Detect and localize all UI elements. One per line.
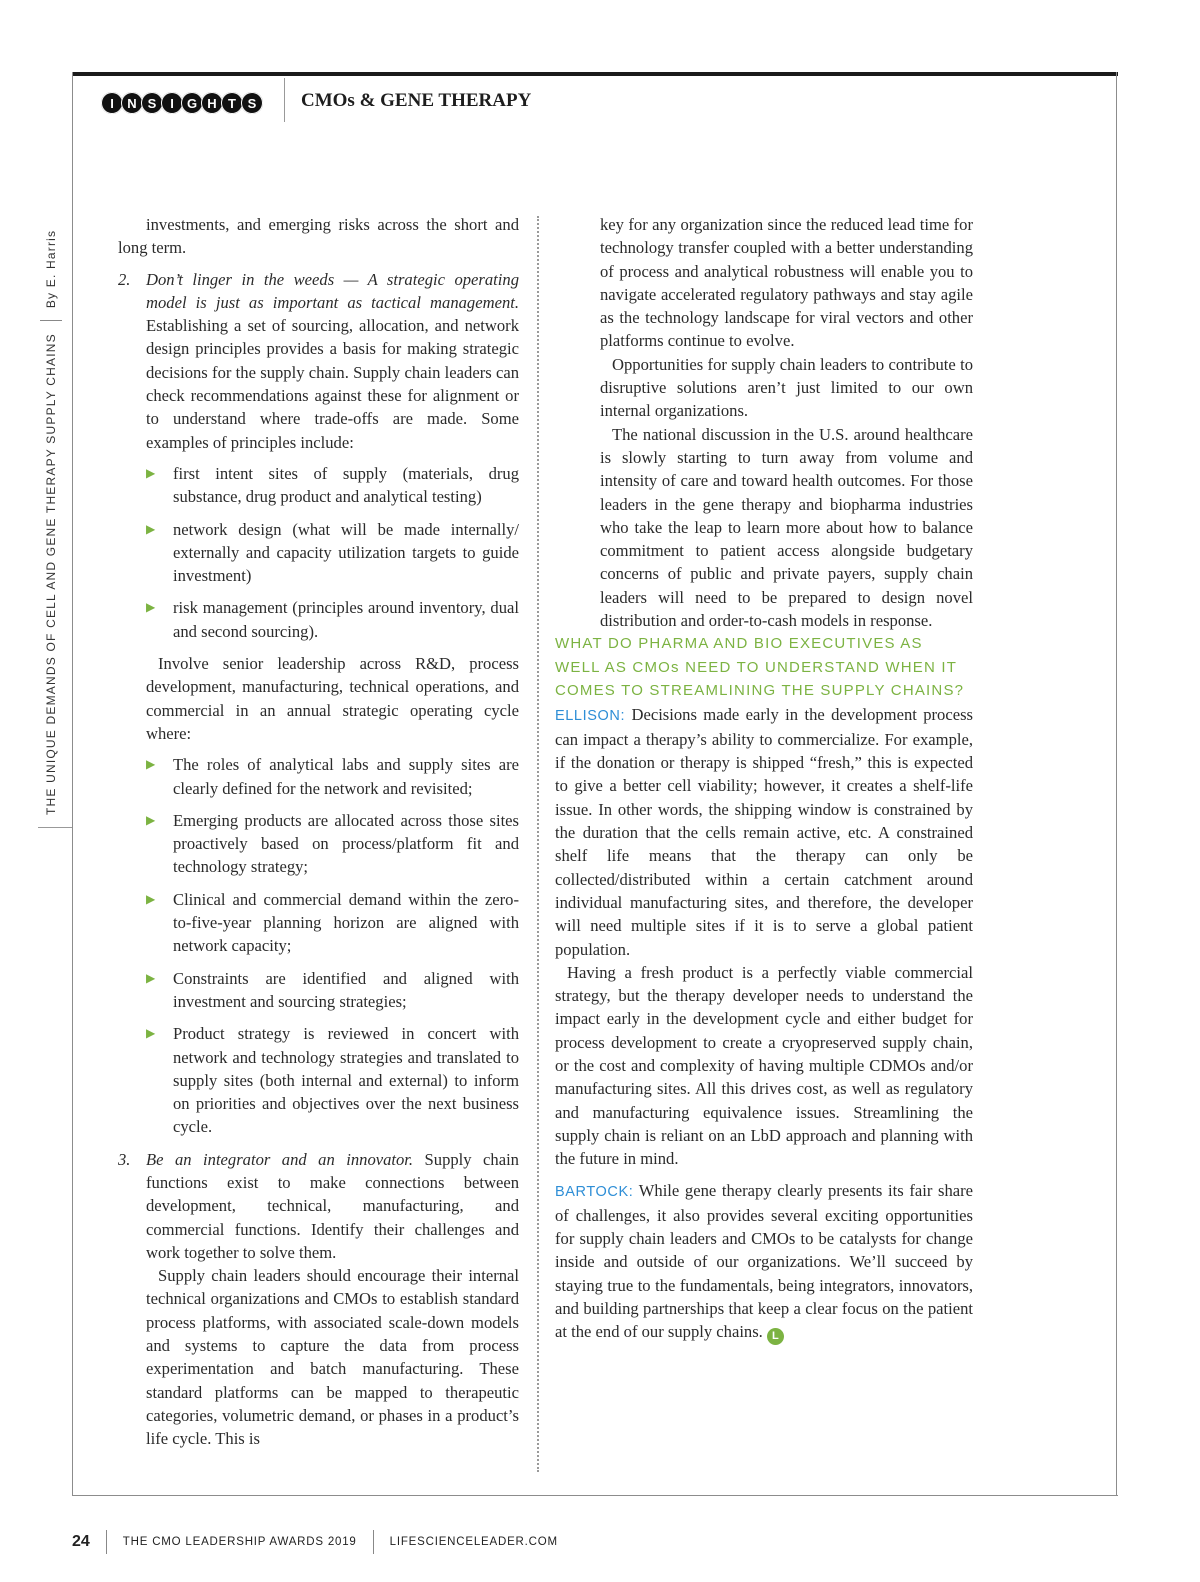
badge-letter: I bbox=[161, 92, 183, 114]
paragraph: key for any organization since the reduced lead time for technology transfer coupled with a better understanding of process and analytical robustness will enable you to navigate accelerated regulatory pathways and stay agile as the technology landscape for viral vectors and other platforms continue to evolve. bbox=[600, 215, 973, 351]
bullet-text: The roles of analytical labs and supply sites are clearly defined for the network and revisited; bbox=[173, 755, 519, 798]
bullet-text: Product strategy is reviewed in concert with network and technology strategies and translated to supply sites (both internal and external) to inform on priorities and objectives over the next business cycle. bbox=[173, 1024, 519, 1137]
badge-letter: S bbox=[141, 92, 163, 114]
paragraph: investments, and emerging risks across the short and long term. bbox=[118, 215, 519, 258]
section-title: CMOs & GENE THERAPY bbox=[301, 90, 532, 111]
numbered-item-3 bbox=[118, 1148, 519, 1264]
article-side-label bbox=[40, 230, 62, 815]
numbered-item-2 bbox=[118, 268, 519, 454]
bullet-item bbox=[118, 967, 519, 1014]
bottom-rule bbox=[72, 1495, 1118, 1496]
page-footer bbox=[72, 1532, 558, 1552]
triangle-bullet-icon: ▶ bbox=[146, 521, 156, 536]
triangle-bullet-icon: ▶ bbox=[146, 600, 156, 615]
page-number: 24 bbox=[72, 1533, 90, 1550]
item-text: Establishing a set of sourcing, allocation, and network design principles provides a basis for making strategic decisions for the supply chain. Supply chain leaders can check recommendations against these for alignment or to understand where trade-offs are made. Some examples of principles include: bbox=[146, 316, 519, 452]
right-rule bbox=[1116, 72, 1117, 1496]
paragraph: Opportunities for supply chain leaders to contribute to disruptive solutions aren’t just limited to our own internal organizations. bbox=[600, 354, 973, 421]
answer-text: Decisions made early in the development process can impact a therapy’s ability to commercialize. For example, if the donation or therapy is shipped “fresh,” this is expected to give a better cell viability; however, it creates a shelf-life issue. In other words, the shipping window is constrained by the duration that the cells remain active, etc. A constrained shelf life means that the therapy can only be collected/distributed within a certain catchment around individual manufacturing sites, and therefore, the developer will need multiple sites if it is to serve a global patient population. bbox=[555, 704, 973, 959]
bullet-item bbox=[118, 888, 519, 958]
bullet-text: Constraints are identified and aligned with investment and sourcing strategies; bbox=[173, 968, 519, 1011]
column-divider bbox=[537, 216, 539, 1472]
badge-letter: H bbox=[201, 92, 223, 114]
bullet-item bbox=[118, 1022, 519, 1138]
bullet-text: Clinical and commercial demand within the zero-to-five-year planning horizon are aligned with network capacity; bbox=[173, 889, 519, 956]
badge-letter: S bbox=[241, 92, 263, 114]
paragraph: Supply chain leaders should encourage their internal technical organizations and CMOs to establish standard process platforms, with associated scale-down models and systems to capture the data from process experimentation and batch manufacturing. These standard platforms can be mapped to therapeutic categories, volumetric demand, or phases in a product’s life cycle. This is bbox=[146, 1266, 519, 1449]
top-rule bbox=[72, 72, 1118, 76]
triangle-bullet-icon: ▶ bbox=[146, 970, 156, 985]
bullet-item bbox=[118, 462, 519, 509]
bullet-text: first intent sites of supply (materials, drug substance, drug product and analytical testing) bbox=[173, 463, 519, 507]
item-text: Supply chain functions exist to make connections between development, technical, manufacturing, and commercial functions. Identify their challenges and work together to solve them. bbox=[146, 1149, 519, 1262]
item-lead: Don’t linger in the weeds — A strategic operating model is just as important as tactical management. bbox=[146, 269, 519, 312]
item-number: 2. bbox=[118, 269, 131, 289]
insights-badge bbox=[101, 92, 261, 114]
answer-text: While gene therapy clearly presents its fair share of challenges, it also provides several exciting opportunities for supply chain leaders and CMOs to be catalysts for change inside and outside of our organizations. We’ll succeed by staying true to the fundamentals, being integrators, innovators, and building partnerships that keep a clear focus on the patient at the end of our supply chains. bbox=[555, 1180, 973, 1342]
triangle-bullet-icon: ▶ bbox=[146, 1026, 156, 1041]
website: LIFESCIENCELEADER.COM bbox=[389, 1536, 558, 1548]
article-title: THE UNIQUE DEMANDS OF CELL AND GENE THERAPY SUPPLY CHAINS bbox=[44, 333, 58, 815]
item-number: 3. bbox=[118, 1149, 131, 1169]
answer-bartock bbox=[555, 1179, 973, 1346]
bullet-text: Emerging products are allocated across those sites proactively based on process/platform fit and technology strategy; bbox=[173, 810, 519, 877]
badge-letter: T bbox=[221, 92, 243, 114]
bullet-item bbox=[118, 518, 519, 588]
bullet-item bbox=[118, 809, 519, 879]
bullet-item bbox=[118, 753, 519, 800]
paragraph: The national discussion in the U.S. around healthcare is slowly starting to turn away from volume and intensity of care and toward health outcomes. For those leaders in the gene therapy and biopharma industries who take the leap to learn more about how to balance commitment to patient access alongside budgetary concerns of public and private payers, supply chain leaders will need to be prepared to design novel distribution and order-to-cash models in response. bbox=[600, 424, 973, 631]
publication-name: THE CMO LEADERSHIP AWARDS 2019 bbox=[122, 1536, 357, 1548]
answer-ellison bbox=[555, 703, 973, 961]
badge-letter: N bbox=[121, 92, 143, 114]
question-heading: WHAT DO PHARMA AND BIO EXECUTIVES AS WELL AS CMOs NEED TO UNDERSTAND WHEN IT COMES TO STREAMLINING THE SUPPLY CHAINS? bbox=[555, 635, 965, 700]
speaker-label: BARTOCK: bbox=[555, 1183, 634, 1200]
side-label-divider bbox=[40, 320, 62, 321]
footer-divider bbox=[373, 1530, 374, 1554]
paragraph: Having a fresh product is a perfectly viable commercial strategy, but the therapy developer needs to understand the impact early in the development cycle and either budget for process development to create a cryopreserved supply chain, or the cost and complexity of having multiple CDMOs and/or manufacturing sites. All this drives cost, as well as regulatory and manufacturing equivalence issues. Streamlining the supply chain is reliant on an LbD approach and planning with the future in mind. bbox=[555, 962, 973, 1169]
paragraph: Involve senior leadership across R&D, process development, manufacturing, technical operations, and commercial in an annual strategic operating cycle where: bbox=[146, 654, 519, 743]
triangle-bullet-icon: ▶ bbox=[146, 891, 156, 906]
end-mark-icon: L bbox=[767, 1328, 784, 1345]
badge-letter: I bbox=[101, 92, 123, 114]
left-rule bbox=[72, 72, 73, 1496]
item-lead: Be an integrator and an innovator. bbox=[146, 1149, 414, 1169]
footer-divider bbox=[106, 1530, 107, 1554]
bullet-text: network design (what will be made internally/ externally and capacity utilization targets to guide investment) bbox=[173, 519, 519, 586]
byline: By E. Harris bbox=[44, 229, 58, 309]
badge-letter: G bbox=[181, 92, 203, 114]
triangle-bullet-icon: ▶ bbox=[146, 757, 156, 772]
triangle-bullet-icon: ▶ bbox=[146, 812, 156, 827]
header-divider bbox=[284, 78, 285, 122]
right-column bbox=[555, 213, 973, 1345]
side-label-tick bbox=[38, 827, 72, 828]
left-column bbox=[118, 213, 519, 1451]
triangle-bullet-icon: ▶ bbox=[146, 465, 156, 480]
bullet-text: risk management (principles around inventory, dual and second sourcing). bbox=[173, 598, 519, 641]
bullet-item bbox=[118, 596, 519, 643]
speaker-label: ELLISON: bbox=[555, 707, 626, 724]
